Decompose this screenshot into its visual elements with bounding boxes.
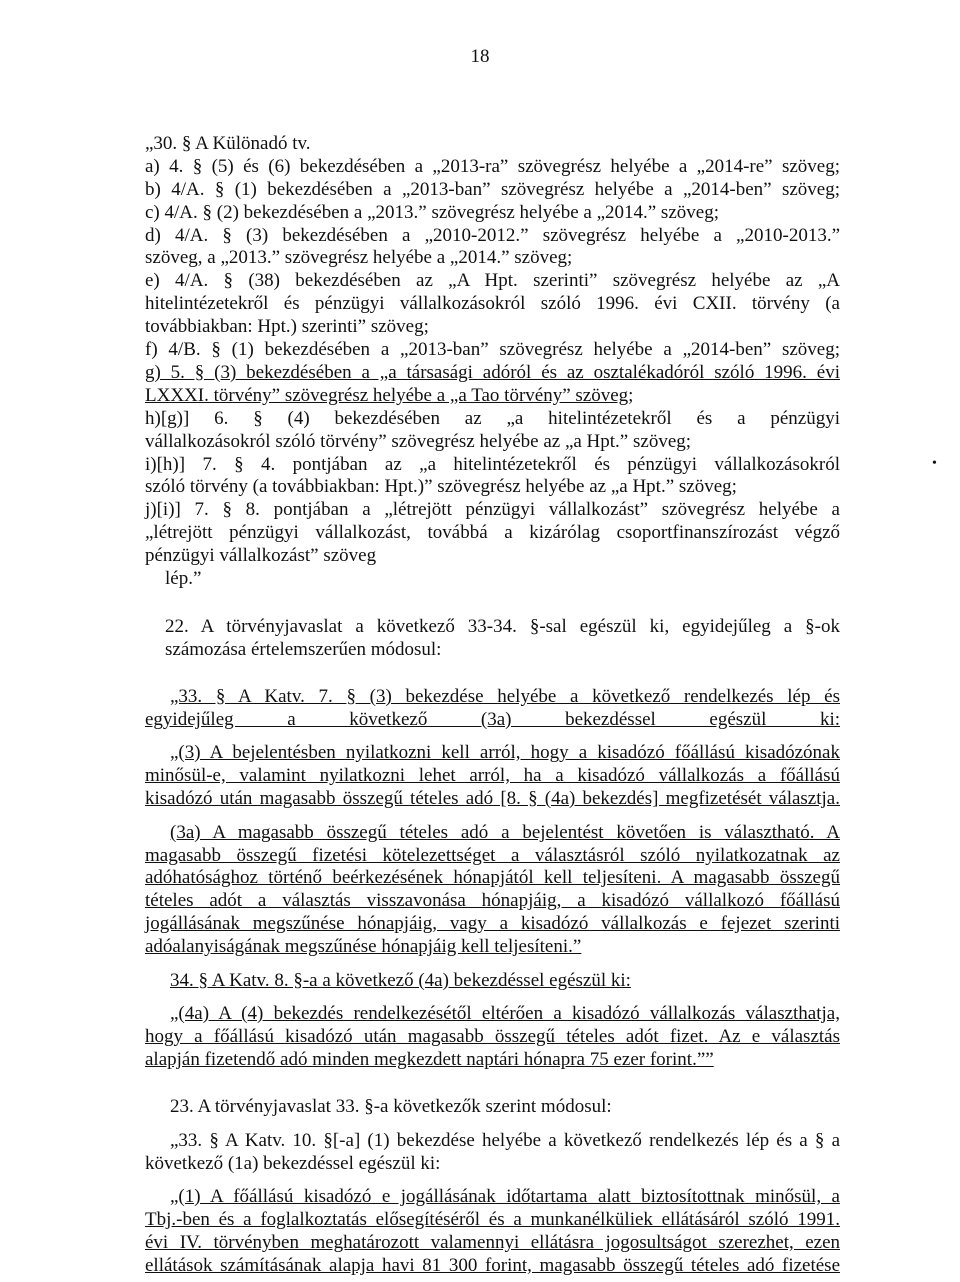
text-line: Tbj.-ben és a foglalkoztatás elősegítéséről és a munkanélküliek ellátásáról szóló 1991.	[145, 1209, 840, 1230]
text-line: szöveg, a „2013.” szövegrész helyébe a „2014.” szöveg;	[145, 247, 573, 268]
text-line: „(1) A főállású kisadózó e jogállásának időtartama alatt biztosítottnak minősül, a	[170, 1186, 840, 1207]
text-line: alapján fizetendő adó minden megkezdett naptári hónapra 75 ezer forint.””	[145, 1049, 714, 1070]
text-line: minősül-e, valamint nyilatkozni lehet arról, ha a kisadózó vállalkozás a főállású	[145, 765, 840, 786]
text-line: 22. A törvényjavaslat a következő 33-34. §-sal egészül ki, egyidejűleg a §-ok	[165, 616, 840, 637]
text-line: „33. § A Katv. 7. § (3) bekezdése helyébe a következő rendelkezés lép és	[170, 686, 840, 707]
text-line: „30. § A Különadó tv.	[145, 133, 311, 154]
text-line: h)[g)] 6. § (4) bekezdésében az „a hitelintézetekről és a pénzügyi	[145, 408, 840, 429]
text-line: hogy a főállású kisadózó után magasabb összegű tételes adót fizet. Az e választás	[145, 1026, 840, 1047]
text-line: hitelintézetekről és pénzügyi vállalkozásokról szóló 1996. évi CXII. törvény (a	[145, 293, 840, 314]
text-line: LXXXI. törvény” szövegrész helyébe a „a Tao törvény” szöveg;	[145, 385, 634, 406]
text-line: f) 4/B. § (1) bekezdésében a „2013-ban” szövegrész helyébe a „2014-ben” szöveg;	[145, 339, 840, 360]
text-line: kisadózó után magasabb összegű tételes adó [8. § (4a) bekezdés] megfizetését választja.	[145, 788, 840, 809]
text-line: ellátások számításának alapja havi 81 300 forint, magasabb összegű tételes adó fizetése	[145, 1255, 840, 1276]
text-line: 23. A törvényjavaslat 33. §-a következők szerint módosul:	[170, 1096, 612, 1117]
text-line: e) 4/A. § (38) bekezdésében az „A Hpt. szerinti” szövegrész helyébe az „A	[145, 270, 840, 291]
text-line: „létrejött pénzügyi vállalkozást, továbbá a kizárólag csoportfinanszírozást végző	[145, 522, 840, 543]
text-line: jogállásának megszűnése hónapjáig, vagy a kisadózó vállalkozás e fejezet szerinti	[145, 913, 840, 934]
page-number: 18	[470, 46, 490, 67]
text-line: egyidejűleg a következő (3a) bekezdéssel egészül ki:	[145, 709, 840, 730]
text-line: g) 5. § (3) bekezdésében a „a társasági adóról és az osztalékadóról szóló 1996. évi	[145, 362, 840, 383]
text-line: évi IV. törvényben meghatározott valamennyi ellátásra jogosultságot szerezhet, ezen	[145, 1232, 840, 1253]
text-line: pénzügyi vállalkozást” szöveg	[145, 545, 377, 566]
text-line: c) 4/A. § (2) bekezdésében a „2013.” szövegrész helyébe a „2014.” szöveg;	[145, 202, 719, 223]
text-line: a) 4. § (5) és (6) bekezdésében a „2013-ra” szövegrész helyébe a „2014-re” szöveg;	[145, 156, 840, 177]
text-line: i)[h)] 7. § 4. pontjában az „a hitelintézetekről és pénzügyi vállalkozásokról	[145, 454, 840, 475]
text-line: „33. § A Katv. 10. §[-a] (1) bekezdése helyébe a következő rendelkezés lép és a § a	[170, 1130, 840, 1151]
text-line: adóhatósághoz történő beérkezésének hónapjától kell teljesíteni. A magasabb összegű	[145, 867, 840, 888]
text-line: tételes adót a választás visszavonása hónapjáig, a kisadózó vállalkozó főállású	[145, 890, 840, 911]
text-line: adóalanyiságának megszűnése hónapjáig kell teljesíteni.”	[145, 936, 582, 957]
text-line: j)[i)] 7. § 8. pontjában a „létrejött pénzügyi vállalkozást” szövegrész helyébe a	[145, 499, 840, 520]
text-line: (3a) A magasabb összegű tételes adó a bejelentést követően is választható. A	[170, 822, 840, 843]
text-line: d) 4/A. § (3) bekezdésében a „2010-2012.” szövegrész helyébe a „2010-2013.”	[145, 225, 840, 246]
text-line: következő (1a) bekezdéssel egészül ki:	[145, 1153, 441, 1174]
stray-mark: •	[932, 456, 937, 471]
text-line: „(3) A bejelentésben nyilatkozni kell arról, hogy a kisadózó főállású kisadózónak	[170, 742, 840, 763]
text-line: vállalkozásokról szóló törvény” szövegrész helyébe az „a Hpt.” szöveg;	[145, 431, 692, 452]
text-line: számozása értelemszerűen módosul:	[165, 639, 442, 660]
text-line: b) 4/A. § (1) bekezdésében a „2013-ban” szövegrész helyébe a „2014-ben” szöveg;	[145, 179, 840, 200]
text-line: lép.”	[165, 568, 202, 589]
text-line: szóló törvény (a továbbiakban: Hpt.)” szövegrész helyébe az „a Hpt.” szöveg;	[145, 476, 737, 497]
text-line: továbbiakban: Hpt.) szerinti” szöveg;	[145, 316, 429, 337]
text-line: „(4a) A (4) bekezdés rendelkezésétől eltérően a kisadózó vállalkozás választhatja,	[170, 1003, 840, 1024]
text-line: 34. § A Katv. 8. §-a a következő (4a) bekezdéssel egészül ki:	[170, 970, 631, 991]
text-line: magasabb összegű fizetési kötelezettséget a választásról szóló nyilatkozatnak az	[145, 845, 840, 866]
